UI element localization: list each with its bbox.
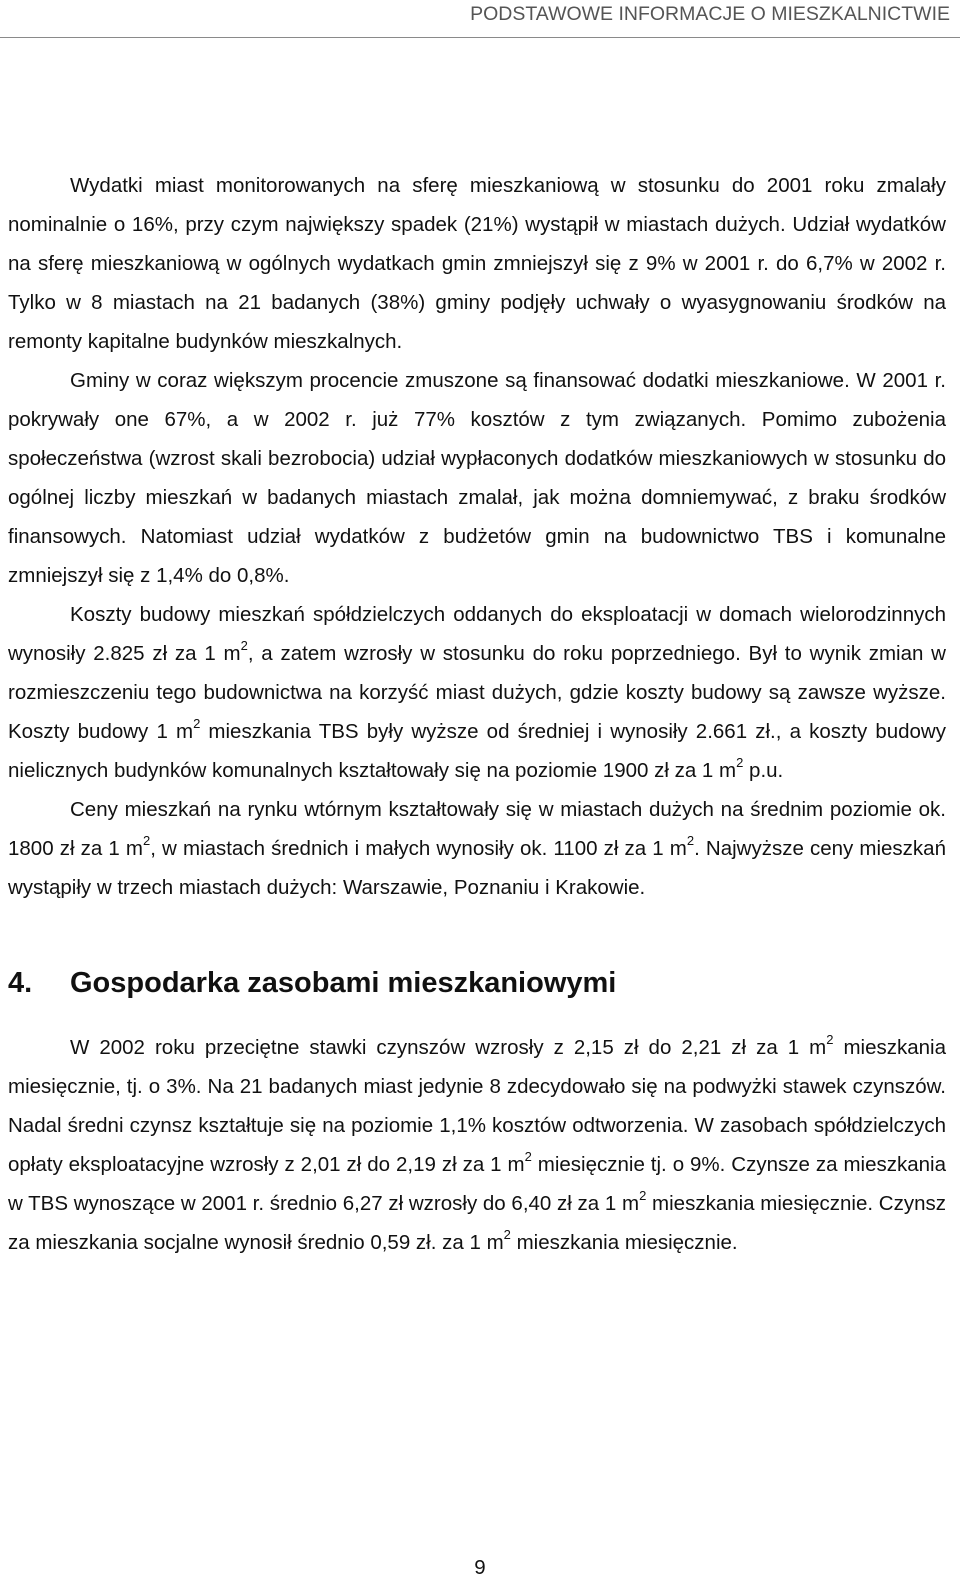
superscript: 2 <box>193 716 201 732</box>
superscript: 2 <box>826 1032 834 1048</box>
superscript: 2 <box>524 1149 532 1165</box>
text-run: Gminy w coraz większym procencie zmuszone są finansować dodatki mieszkaniowe. W 2001 r. pokrywały one 67%, a w 2002 r. już 77% kosztów z tym związanych. Pomimo zubożenia społeczeństwa (wzrost skali bezrobocia) udział wypłaconych dodatków mieszkaniowych w stosunku do ogólnej liczby mieszkań w badanych miastach zmalał, jak można domniemywać, z braku środków finansowych. Natomiast udział wydatków z budżetów gmin na budownictwo TBS i komunalne zmniejszył się z 1,4% do 0,8%. <box>8 369 946 587</box>
superscript: 2 <box>736 755 744 771</box>
section-number: 4. <box>8 966 33 999</box>
text-run: . Najwyższe ceny mieszkań wystąpiły w trzech miastach dużych: Warszawie, Poznaniu i Krakowie. <box>8 837 946 899</box>
section-title: Gospodarka zasobami mieszkaniowymi <box>70 966 617 999</box>
body-paragraph <box>8 166 946 361</box>
page-header <box>0 0 960 38</box>
superscript: 2 <box>503 1227 511 1243</box>
text-run: mieszkania TBS były wyższe od średniej i wynosiły 2.661 zł., a koszty budowy nielicznych budynków komunalnych kształtowały się na poziomie 1900 zł za 1 m <box>8 720 946 782</box>
text-run: mieszkania miesięcznie, tj. o 3%. Na 21 badanych miast jedynie 8 zdecydowało się na podwyżki stawek czynszów. Nadal średni czynsz kształtuje się na poziomie 1,1% kosztów odtworzenia. W zasobach spółdzielczych opłaty eksploatacyjne wzrosły z 2,01 zł do 2,19 zł za 1 m <box>8 1036 946 1176</box>
text-run: Ceny mieszkań na rynku wtórnym kształtowały się w miastach dużych na średnim poziomie ok. 1800 zł za 1 m <box>8 798 946 860</box>
text-run: W 2002 roku przeciętne stawki czynszów wzrosły z 2,15 zł do 2,21 zł za 1 m <box>70 1036 827 1059</box>
text-run: mieszkania miesięcznie. Czynsz za mieszkania socjalne wynosił średnio 0,59 zł. za 1 m <box>8 1192 946 1254</box>
text-run: , a zatem wzrosły w stosunku do roku poprzedniego. Był to wynik zmian w rozmieszczeniu tego budownictwa na korzyść miast dużych, gdzie koszty budowy są zawsze wyższe. Koszty budowy 1 m <box>8 642 946 743</box>
section-heading <box>8 953 946 1013</box>
superscript: 2 <box>686 833 695 849</box>
body-paragraph <box>8 790 946 907</box>
header-title: PODSTAWOWE INFORMACJE O MIESZKALNICTWIE <box>470 3 950 25</box>
superscript: 2 <box>142 833 151 849</box>
text-run: Wydatki miast monitorowanych na sferę mieszkaniową w stosunku do 2001 roku zmalały nominalnie o 16%, przy czym największy spadek (21%) wystąpił w miastach dużych. Udział wydatków na sferę mieszkaniową w ogólnych wydatkach gmin zmniejszył się z 9% w 2001 r. do 6,7% w 2002 r. Tylko w 8 miastach na 21 badanych (38%) gminy podjęły uchwały o wyasygnowaniu środków na remonty kapitalne budynków mieszkalnych. <box>8 174 946 353</box>
text-run: p.u. <box>743 759 784 782</box>
section-paragraph <box>8 1028 946 1262</box>
page-number: 9 <box>474 1556 486 1579</box>
text-run: mieszkania miesięcznie. <box>510 1231 738 1254</box>
text-run: Koszty budowy mieszkań spółdzielczych oddanych do eksploatacji w domach wielorodzinnych wynosiły 2.825 zł za 1 m <box>8 603 946 665</box>
text-run: miesięcznie tj. o 9%. Czynsze za mieszkania w TBS wynoszące w 2001 r. średnio 6,27 zł wzrosły do 6,40 zł za 1 m <box>8 1153 946 1215</box>
page-content <box>8 166 946 1262</box>
body-paragraph <box>8 361 946 595</box>
text-run: , w miastach średnich i małych wynosiły ok. 1100 zł za 1 m <box>150 837 687 860</box>
body-paragraph <box>8 595 946 790</box>
superscript: 2 <box>240 638 248 654</box>
superscript: 2 <box>639 1188 647 1204</box>
